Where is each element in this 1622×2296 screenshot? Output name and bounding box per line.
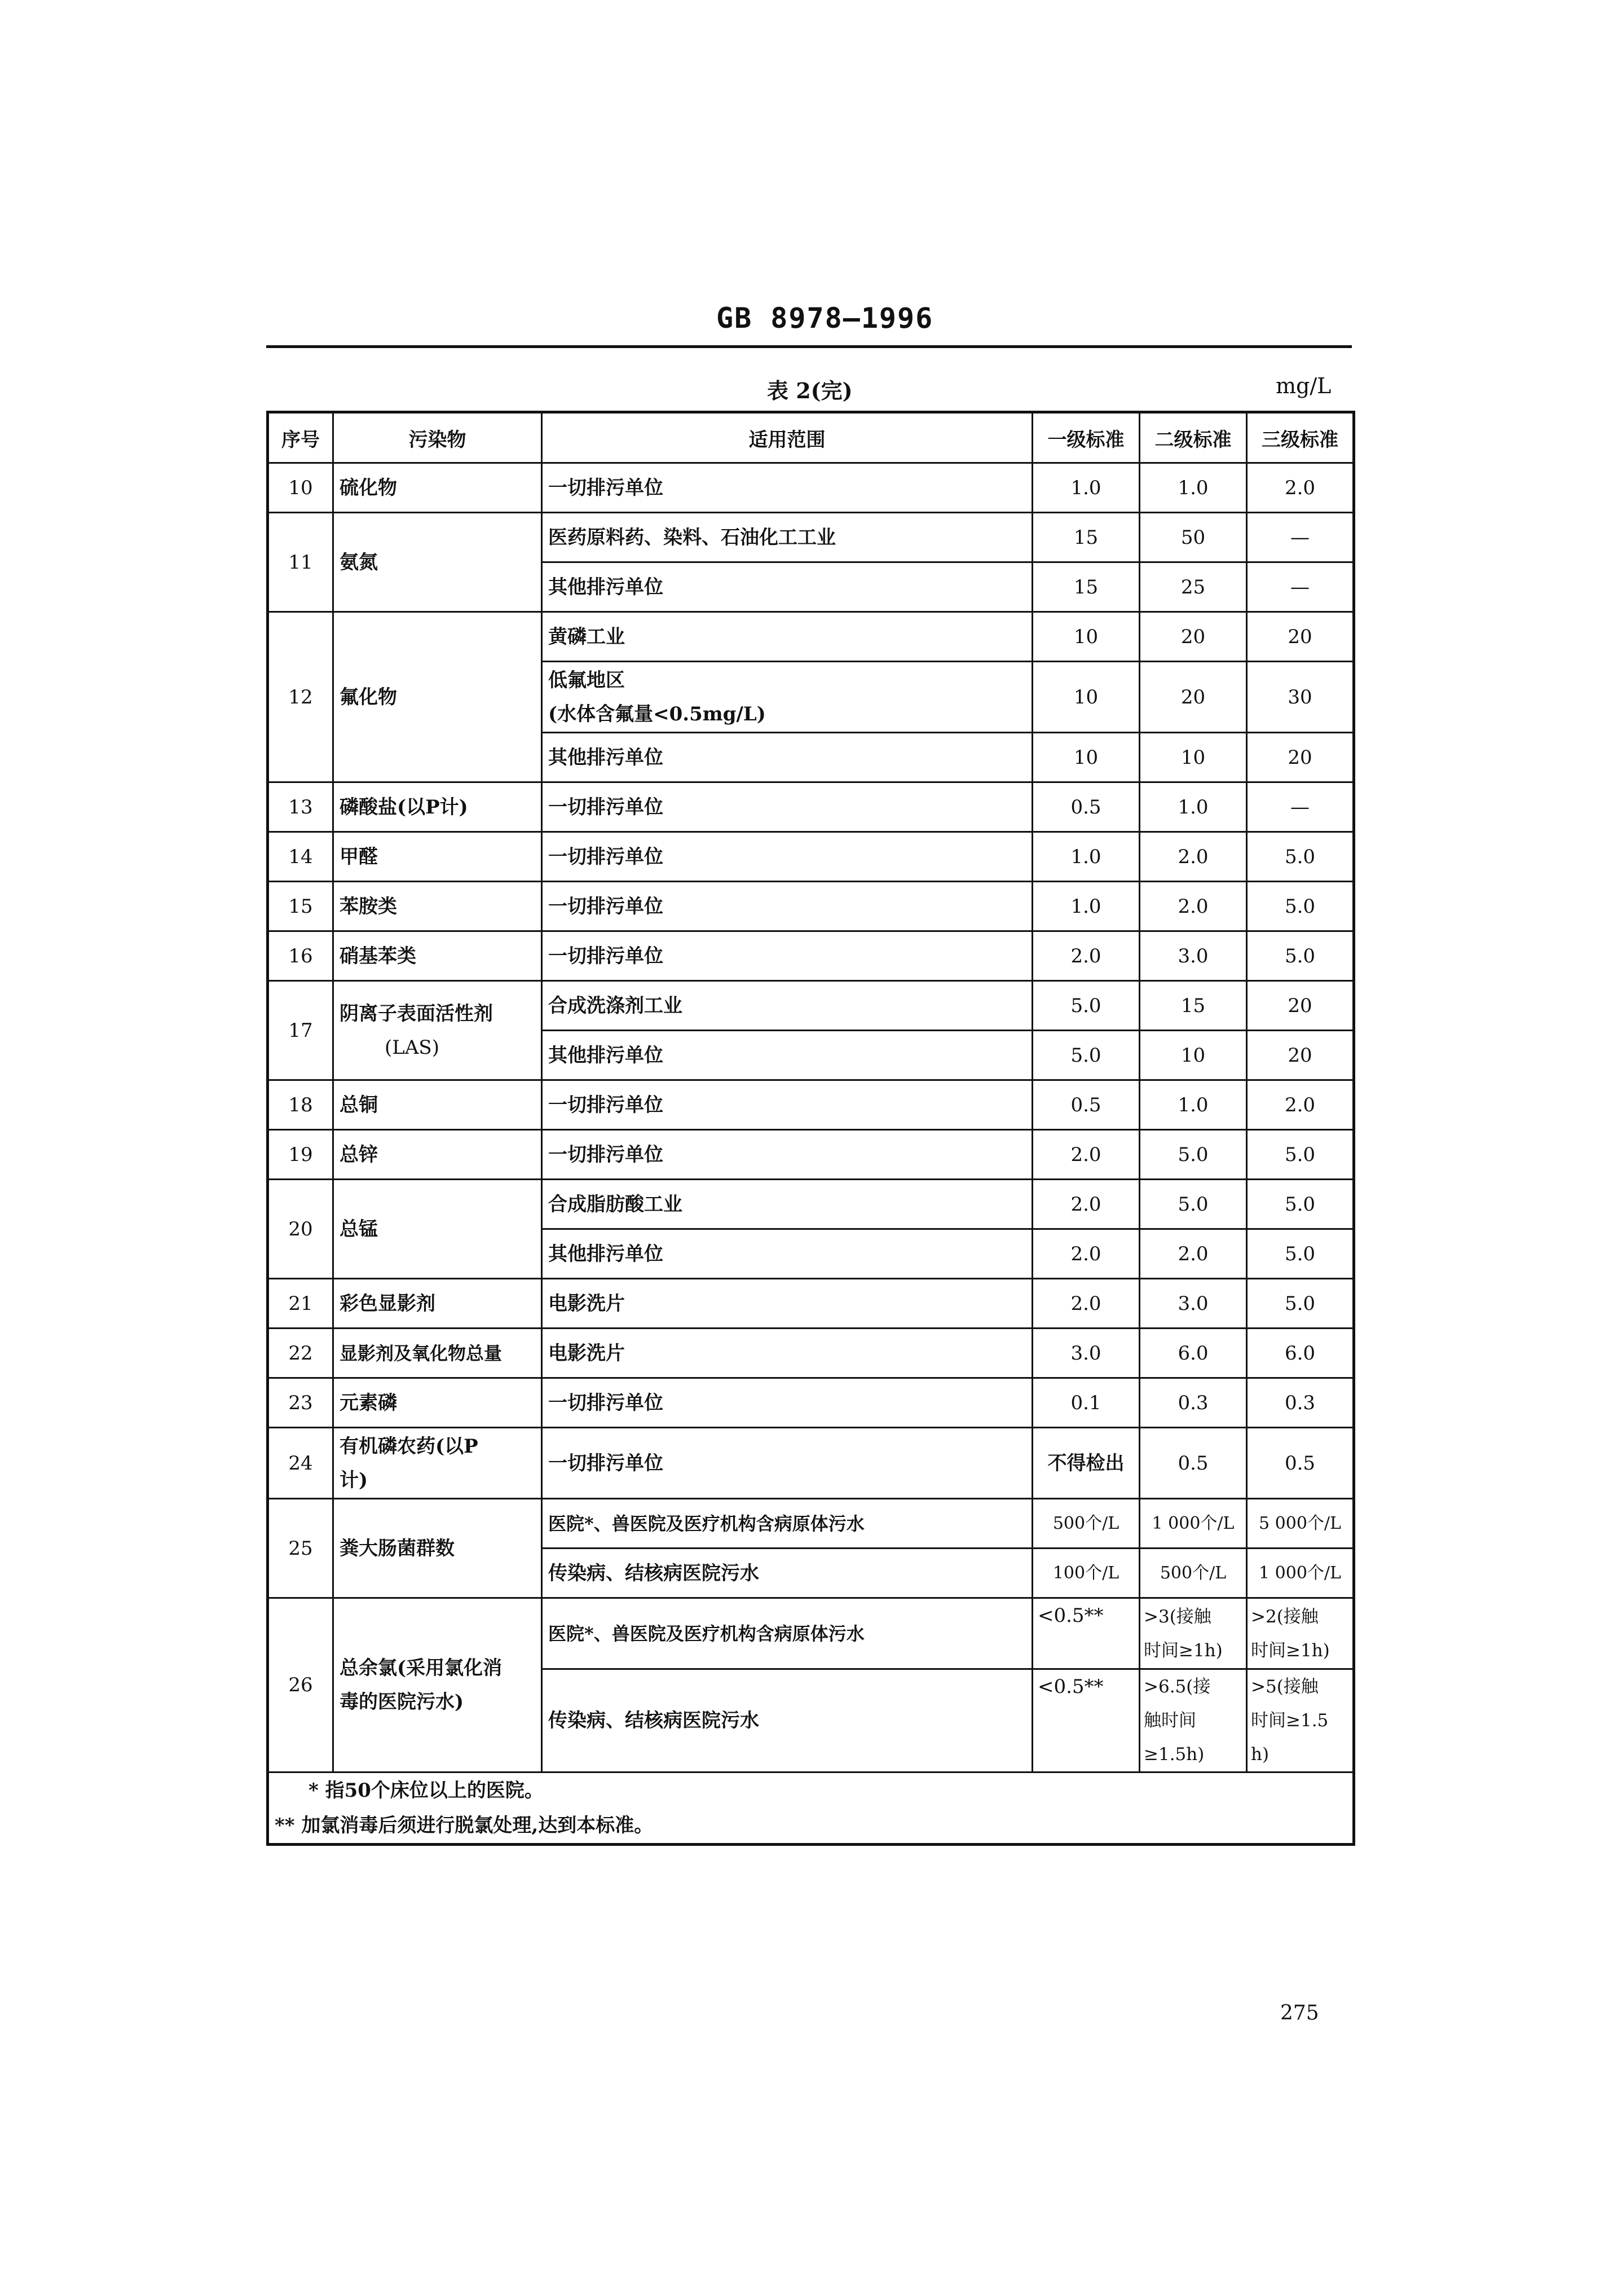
scope-cell: 一切排污单位 bbox=[542, 832, 1033, 882]
level2-cell: 1.0 bbox=[1140, 782, 1247, 832]
level1-cell: 10 bbox=[1033, 662, 1140, 733]
scope-cell: 一切排污单位 bbox=[542, 1428, 1033, 1499]
level1-cell: 100个/L bbox=[1033, 1549, 1140, 1598]
level3-cell: 5.0 bbox=[1247, 882, 1354, 931]
level2-cell: 50 bbox=[1140, 513, 1247, 562]
table-unit: mg/L bbox=[1276, 373, 1332, 398]
level1-cell: 5.0 bbox=[1033, 1031, 1140, 1080]
pollutant-name: 总锰 bbox=[333, 1180, 542, 1279]
value-line: 时间≥1.5 bbox=[1251, 1710, 1329, 1731]
level3-cell: 0.3 bbox=[1247, 1378, 1354, 1428]
pollutant-name: 粪大肠菌群数 bbox=[333, 1499, 542, 1598]
level1-cell: 2.0 bbox=[1033, 1180, 1140, 1229]
pollutant-name: 磷酸盐(以P计) bbox=[333, 782, 542, 832]
level3-cell: 2.0 bbox=[1247, 1080, 1354, 1130]
row-number: 18 bbox=[268, 1080, 333, 1130]
scope-cell: 医院*、兽医院及医疗机构含病原体污水 bbox=[542, 1499, 1033, 1549]
scope-cell: 其他排污单位 bbox=[542, 1229, 1033, 1279]
value-line: h) bbox=[1251, 1744, 1270, 1765]
row-number: 26 bbox=[268, 1598, 333, 1772]
value-line: >5(接触 bbox=[1251, 1677, 1319, 1697]
row-number: 21 bbox=[268, 1279, 333, 1329]
pollutant-name: 氨氮 bbox=[333, 513, 542, 612]
level3-cell: — bbox=[1247, 782, 1354, 832]
level2-cell: 2.0 bbox=[1140, 1229, 1247, 1279]
level1-cell: 5.0 bbox=[1033, 981, 1140, 1031]
pollutant-table bbox=[266, 411, 1355, 1846]
col-header-no: 序号 bbox=[268, 412, 333, 463]
scope-cell: 一切排污单位 bbox=[542, 882, 1033, 931]
scope-cell: 一切排污单位 bbox=[542, 1130, 1033, 1180]
scope-cell: 其他排污单位 bbox=[542, 562, 1033, 612]
table-row bbox=[268, 1130, 1354, 1180]
page-number: 275 bbox=[1280, 2002, 1319, 2025]
scope-cell: 传染病、结核病医院污水 bbox=[542, 1549, 1033, 1598]
scope-line: (水体含氟量<0.5mg/L) bbox=[548, 702, 766, 725]
row-number: 11 bbox=[268, 513, 333, 612]
scope-cell: 电影洗片 bbox=[542, 1279, 1033, 1329]
level2-cell: 10 bbox=[1140, 1031, 1247, 1080]
row-number: 16 bbox=[268, 931, 333, 981]
row-number: 15 bbox=[268, 882, 333, 931]
level2-cell: 10 bbox=[1140, 733, 1247, 782]
level2-cell: 20 bbox=[1140, 612, 1247, 662]
pollutant-name: 元素磷 bbox=[333, 1378, 542, 1428]
level3-cell: 6.0 bbox=[1247, 1329, 1354, 1378]
row-number: 24 bbox=[268, 1428, 333, 1499]
pollutant-line: 阴离子表面活性剂 bbox=[340, 1002, 493, 1025]
scope-cell: 医院*、兽医院及医疗机构含病原体污水 bbox=[542, 1598, 1033, 1669]
table-row bbox=[268, 1378, 1354, 1428]
level1-cell: 1.0 bbox=[1033, 882, 1140, 931]
level1-cell: 15 bbox=[1033, 562, 1140, 612]
scope-cell: 一切排污单位 bbox=[542, 782, 1033, 832]
level1-cell: 10 bbox=[1033, 612, 1140, 662]
level3-cell: 30 bbox=[1247, 662, 1354, 733]
row-number: 20 bbox=[268, 1180, 333, 1279]
value-line: 时间≥1h) bbox=[1251, 1640, 1330, 1661]
scope-cell: 一切排污单位 bbox=[542, 1378, 1033, 1428]
level1-cell: 500个/L bbox=[1033, 1499, 1140, 1549]
pollutant-name: 硝基苯类 bbox=[333, 931, 542, 981]
level3-cell: — bbox=[1247, 562, 1354, 612]
table-row bbox=[268, 882, 1354, 931]
table-row bbox=[268, 1180, 1354, 1229]
scope-cell bbox=[542, 662, 1033, 733]
scope-cell: 一切排污单位 bbox=[542, 463, 1033, 513]
notes-row bbox=[268, 1772, 1354, 1845]
pollutant-name: 彩色显影剂 bbox=[333, 1279, 542, 1329]
row-number: 14 bbox=[268, 832, 333, 882]
level3-cell: 2.0 bbox=[1247, 463, 1354, 513]
level2-cell: 1.0 bbox=[1140, 463, 1247, 513]
level3-cell bbox=[1247, 1598, 1354, 1669]
level1-cell: 1.0 bbox=[1033, 463, 1140, 513]
row-number: 13 bbox=[268, 782, 333, 832]
row-number: 17 bbox=[268, 981, 333, 1080]
level1-cell: <0.5** bbox=[1033, 1669, 1140, 1772]
level2-cell: 3.0 bbox=[1140, 1279, 1247, 1329]
scope-cell: 传染病、结核病医院污水 bbox=[542, 1669, 1033, 1772]
row-number: 25 bbox=[268, 1499, 333, 1598]
level2-cell bbox=[1140, 1598, 1247, 1669]
scope-line: 低氟地区 bbox=[548, 668, 625, 692]
col-header-scope: 适用范围 bbox=[542, 412, 1033, 463]
level3-cell: 0.5 bbox=[1247, 1428, 1354, 1499]
footnote: * 指50个床位以上的医院。 bbox=[308, 1779, 544, 1802]
table-row bbox=[268, 981, 1354, 1031]
row-number: 22 bbox=[268, 1329, 333, 1378]
level3-cell bbox=[1247, 1669, 1354, 1772]
pollutant-line: 总余氯(采用氯化消 bbox=[340, 1657, 503, 1679]
level2-cell: 0.3 bbox=[1140, 1378, 1247, 1428]
level2-cell: 1 000个/L bbox=[1140, 1499, 1247, 1549]
pollutant-line: 毒的医院污水) bbox=[340, 1691, 464, 1713]
level2-cell: 500个/L bbox=[1140, 1549, 1247, 1598]
level1-cell: <0.5** bbox=[1033, 1598, 1140, 1669]
value-line: >3(接触 bbox=[1144, 1606, 1211, 1627]
scope-cell: 合成脂肪酸工业 bbox=[542, 1180, 1033, 1229]
pollutant-line: (LAS) bbox=[385, 1036, 439, 1059]
level3-cell: — bbox=[1247, 513, 1354, 562]
pollutant-line: 有机磷农药(以P bbox=[340, 1435, 478, 1458]
col-header-level1: 一级标准 bbox=[1033, 412, 1140, 463]
pollutant-name: 硫化物 bbox=[333, 463, 542, 513]
table-row bbox=[268, 1329, 1354, 1378]
level3-cell: 20 bbox=[1247, 612, 1354, 662]
level1-cell: 0.5 bbox=[1033, 1080, 1140, 1130]
table-title: 表 2(完) bbox=[767, 378, 853, 403]
row-number: 10 bbox=[268, 463, 333, 513]
level2-cell: 2.0 bbox=[1140, 832, 1247, 882]
scope-cell: 黄磷工业 bbox=[542, 612, 1033, 662]
level1-cell: 3.0 bbox=[1033, 1329, 1140, 1378]
scope-cell: 一切排污单位 bbox=[542, 1080, 1033, 1130]
scope-cell: 医药原料药、染料、石油化工工业 bbox=[542, 513, 1033, 562]
level3-cell: 20 bbox=[1247, 981, 1354, 1031]
level3-cell: 20 bbox=[1247, 1031, 1354, 1080]
level1-cell: 0.5 bbox=[1033, 782, 1140, 832]
table-row bbox=[268, 782, 1354, 832]
row-number: 12 bbox=[268, 612, 333, 782]
level1-cell: 10 bbox=[1033, 733, 1140, 782]
level2-cell: 0.5 bbox=[1140, 1428, 1247, 1499]
pollutant-name bbox=[333, 981, 542, 1080]
value-line: >6.5(接 bbox=[1144, 1677, 1211, 1697]
pollutant-name bbox=[333, 1598, 542, 1772]
level1-cell: 2.0 bbox=[1033, 1279, 1140, 1329]
level3-cell: 5.0 bbox=[1247, 832, 1354, 882]
pollutant-name: 总铜 bbox=[333, 1080, 542, 1130]
table-row bbox=[268, 1279, 1354, 1329]
level2-cell: 5.0 bbox=[1140, 1130, 1247, 1180]
pollutant-name: 显影剂及氧化物总量 bbox=[333, 1329, 542, 1378]
level1-cell: 2.0 bbox=[1033, 931, 1140, 981]
level2-cell: 20 bbox=[1140, 662, 1247, 733]
pollutant-name: 氟化物 bbox=[333, 612, 542, 782]
scope-cell: 一切排污单位 bbox=[542, 931, 1033, 981]
level3-cell: 5.0 bbox=[1247, 1279, 1354, 1329]
value-line: ≥1.5h) bbox=[1144, 1744, 1205, 1765]
level1-cell: 1.0 bbox=[1033, 832, 1140, 882]
pollutant-name: 总锌 bbox=[333, 1130, 542, 1180]
level1-cell: 15 bbox=[1033, 513, 1140, 562]
level1-cell: 不得检出 bbox=[1033, 1428, 1140, 1499]
level2-cell: 15 bbox=[1140, 981, 1247, 1031]
footnote: ** 加氯消毒后须进行脱氯处理,达到本标准。 bbox=[275, 1814, 654, 1837]
table-row bbox=[268, 1428, 1354, 1499]
standard-code: GB 8978—1996 bbox=[716, 302, 934, 335]
table-notes bbox=[268, 1772, 1354, 1845]
level1-cell: 2.0 bbox=[1033, 1130, 1140, 1180]
pollutant-line: 计) bbox=[340, 1468, 368, 1492]
level1-cell: 2.0 bbox=[1033, 1229, 1140, 1279]
level3-cell: 5.0 bbox=[1247, 1229, 1354, 1279]
header-rule bbox=[266, 345, 1352, 348]
value-line: 时间≥1h) bbox=[1144, 1640, 1223, 1661]
level3-cell: 20 bbox=[1247, 733, 1354, 782]
table-row bbox=[268, 931, 1354, 981]
level3-cell: 5.0 bbox=[1247, 1130, 1354, 1180]
level2-cell: 25 bbox=[1140, 562, 1247, 612]
level3-cell: 5 000个/L bbox=[1247, 1499, 1354, 1549]
scope-cell: 其他排污单位 bbox=[542, 1031, 1033, 1080]
col-header-level3: 三级标准 bbox=[1247, 412, 1354, 463]
level2-cell: 1.0 bbox=[1140, 1080, 1247, 1130]
pollutant-name bbox=[333, 1428, 542, 1499]
table-row bbox=[268, 832, 1354, 882]
table-row bbox=[268, 1499, 1354, 1549]
pollutant-name: 苯胺类 bbox=[333, 882, 542, 931]
level1-cell: 0.1 bbox=[1033, 1378, 1140, 1428]
table-row bbox=[268, 463, 1354, 513]
row-number: 19 bbox=[268, 1130, 333, 1180]
level3-cell: 5.0 bbox=[1247, 1180, 1354, 1229]
scope-cell: 电影洗片 bbox=[542, 1329, 1033, 1378]
pollutant-name: 甲醛 bbox=[333, 832, 542, 882]
level2-cell: 3.0 bbox=[1140, 931, 1247, 981]
scope-cell: 其他排污单位 bbox=[542, 733, 1033, 782]
col-header-pollutant: 污染物 bbox=[333, 412, 542, 463]
table-row bbox=[268, 1598, 1354, 1669]
table-row bbox=[268, 513, 1354, 562]
table-header-row bbox=[268, 412, 1354, 463]
level3-cell: 1 000个/L bbox=[1247, 1549, 1354, 1598]
level2-cell: 2.0 bbox=[1140, 882, 1247, 931]
level2-cell bbox=[1140, 1669, 1247, 1772]
value-line: >2(接触 bbox=[1251, 1606, 1319, 1627]
level2-cell: 5.0 bbox=[1140, 1180, 1247, 1229]
table-row bbox=[268, 1080, 1354, 1130]
table-row bbox=[268, 612, 1354, 662]
value-line: 触时间 bbox=[1144, 1710, 1196, 1731]
level2-cell: 6.0 bbox=[1140, 1329, 1247, 1378]
scope-cell: 合成洗涤剂工业 bbox=[542, 981, 1033, 1031]
col-header-level2: 二级标准 bbox=[1140, 412, 1247, 463]
level3-cell: 5.0 bbox=[1247, 931, 1354, 981]
row-number: 23 bbox=[268, 1378, 333, 1428]
